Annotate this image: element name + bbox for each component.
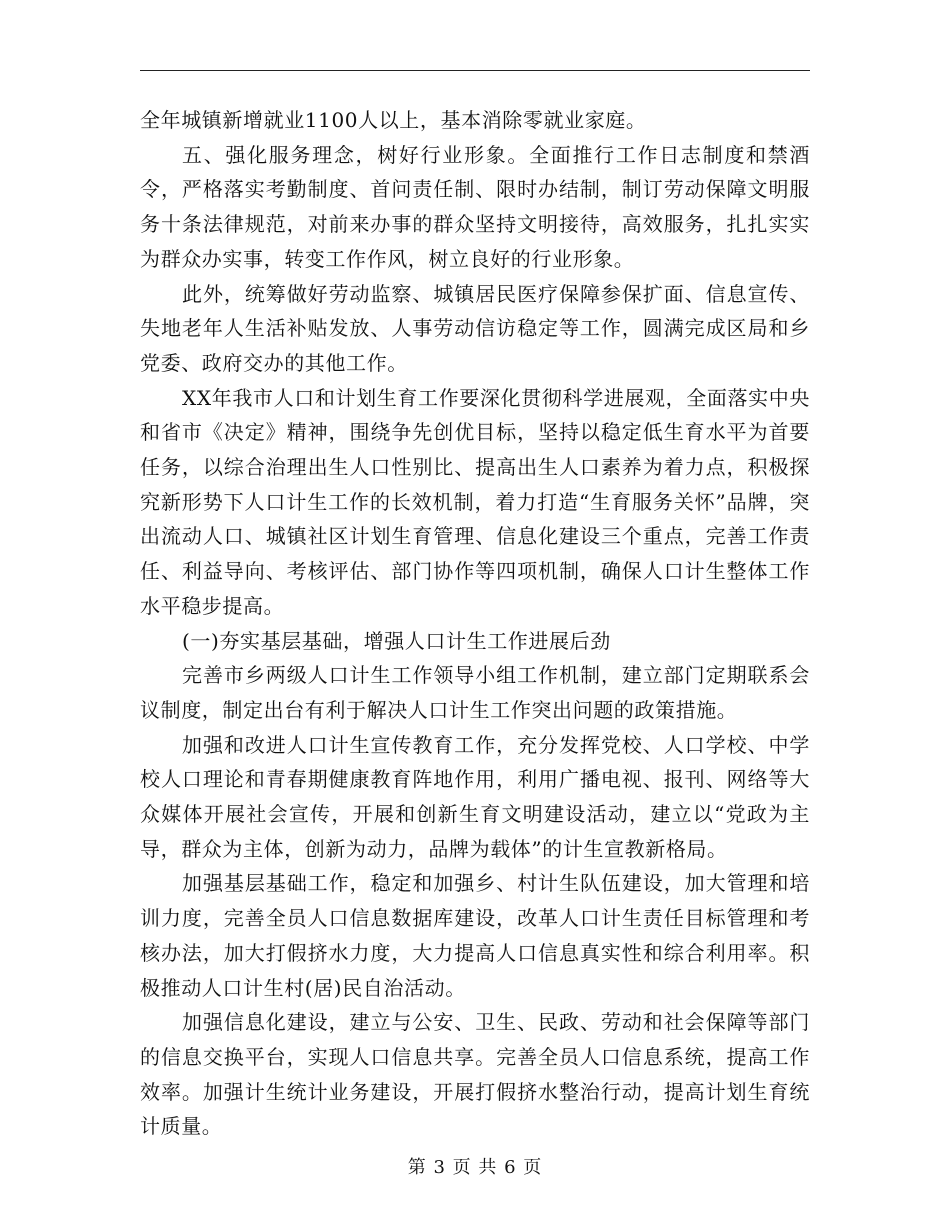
- section-heading: (一)夯实基层基础，增强人口计生工作进展后劲: [182, 628, 611, 653]
- paragraph: 此外，统筹做好劳动监察、城镇居民医疗保障参保扩面、信息宣传、失地老年人生活补贴发放、人事劳动信访稳定等工作，圆满完成区局和乡党委、政府交办的其他工作。: [140, 281, 810, 375]
- paragraph: 加强基层基础工作，稳定和加强乡、村计生队伍建设，加大管理和培训力度，完善全员人口信息数据库建设，改革人口计生责任目标管理和考核办法，加大打假挤水力度，大力提高人口信息真实性和综合利用率。积极推动人口计生村(居)民自治活动。: [140, 871, 810, 1000]
- header-rule: [140, 70, 810, 71]
- document-body: [140, 103, 810, 1144]
- paragraph: 加强和改进人口计生宣传教育工作，充分发挥党校、人口学校、中学校人口理论和青春期健康教育阵地作用，利用广播电视、报刊、网络等大众媒体开展社会宣传，开展和创新生育文明建设活动，建立以“党政为主导，群众为主体，创新为动力，品牌为载体”的计生宣教新格局。: [140, 732, 810, 861]
- paragraph: 加强信息化建设，建立与公安、卫生、民政、劳动和社会保障等部门的信息交换平台，实现人口信息共享。完善全员人口信息系统，提高工作效率。加强计生统计业务建设，开展打假挤水整治行动，提高计划生育统计质量。: [140, 1010, 810, 1139]
- paragraph: 五、强化服务理念，树好行业形象。全面推行工作日志制度和禁酒令，严格落实考勤制度、首问责任制、限时办结制，制订劳动保障文明服务十条法律规范，对前来办事的群众坚持文明接待，高效服务，扎扎实实为群众办实事，转变工作作风，树立良好的行业形象。: [140, 142, 810, 271]
- paragraph: 全年城镇新增就业1100人以上，基本消除零就业家庭。: [140, 108, 647, 132]
- paragraph: XX年我市人口和计划生育工作要深化贯彻科学进展观，全面落实中央和省市《决定》精神，围绕争先创优目标，坚持以稳定低生育水平为首要任务，以综合治理出生人口性别比、提高出生人口素养为着力点，积极探究新形势下人口计生工作的长效机制，着力打造“生育服务关怀”品牌，突出流动人口、城镇社区计划生育管理、信息化建设三个重点，完善工作责任、利益导向、考核评估、部门协作等四项机制，确保人口计生整体工作水平稳步提高。: [140, 385, 810, 618]
- page-number-footer: 第 3 页 共 6 页: [407, 1157, 543, 1178]
- paragraph: 完善市乡两级人口计生工作领导小组工作机制，建立部门定期联系会议制度，制定出台有利于解决人口计生工作突出问题的政策措施。: [140, 663, 810, 722]
